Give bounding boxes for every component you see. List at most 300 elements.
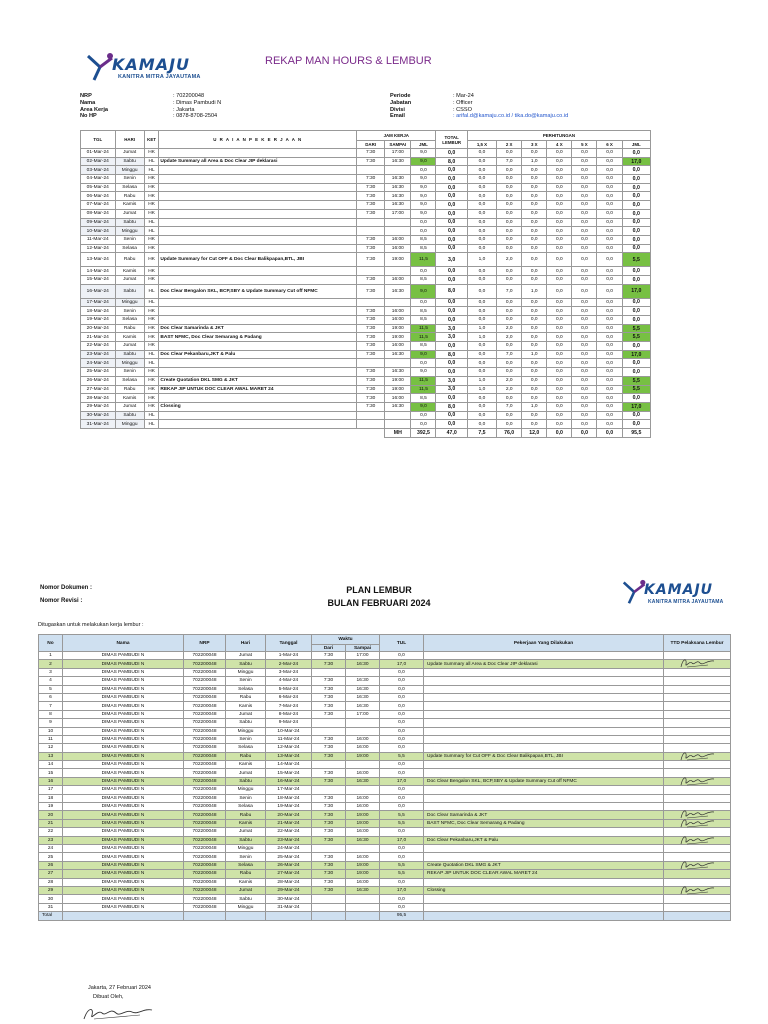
cell-perhitungan: 0,0 <box>522 324 547 333</box>
cell-uraian <box>159 175 357 184</box>
cell-perhitungan: 1,0 <box>467 376 496 385</box>
cell-sampai: 16:30 <box>346 777 380 785</box>
cell-sampai <box>385 267 411 276</box>
cell-tanggal: 20-Mar-24 <box>266 811 312 819</box>
cell-dari: 7:30 <box>357 316 385 325</box>
rekap-row <box>81 218 651 227</box>
cell-hari: Kamis <box>115 201 144 210</box>
cell-perhitungan: 0,0 <box>522 359 547 368</box>
col-hari: HARI <box>115 131 144 149</box>
cell-hari: Rabu <box>115 192 144 201</box>
cell-dari <box>357 267 385 276</box>
cell-perhitungan: 0,0 <box>522 385 547 394</box>
cell-tgl: 24-Mar-24 <box>81 359 116 368</box>
cell-perhitungan: 0,0 <box>467 201 496 210</box>
cell-perhitungan: 2,0 <box>497 385 522 394</box>
cell-dari: 7:30 <box>357 284 385 298</box>
cell-perhitungan: 0,0 <box>522 209 547 218</box>
cell-perhitungan: 0,0 <box>547 267 572 276</box>
cell-total-lembur: 0,0 <box>436 411 467 420</box>
cell-perhitungan: 0,0 <box>572 157 597 166</box>
cell-nama: DIMAS PAMBUDI N <box>63 660 184 668</box>
cell-pekerjaan <box>424 702 664 710</box>
cell-no: 26 <box>39 861 63 869</box>
cell-perhitungan: 0,0 <box>547 420 572 429</box>
cell-hari: Minggu <box>115 298 144 307</box>
cell-tanggal: 18-Mar-24 <box>266 794 312 802</box>
cell-hari: Minggu <box>226 668 266 676</box>
cell-perhitungan: 0,0 <box>547 218 572 227</box>
cell-jml-total: 0,0 <box>622 342 650 351</box>
cell-perhitungan: 0,0 <box>547 157 572 166</box>
cell-nama: DIMAS PAMBUDI N <box>63 895 184 903</box>
cell-sampai <box>385 166 411 175</box>
cell-tul: 0,0 <box>380 668 424 676</box>
cell-dari: 7:30 <box>357 324 385 333</box>
cell-tanggal: 28-Mar-24 <box>266 878 312 886</box>
cell-tul: 0,0 <box>380 735 424 743</box>
cell-jml: 0,0 <box>411 166 436 175</box>
col-2x: 2 X <box>497 141 522 149</box>
cell-perhitungan: 0,0 <box>597 333 622 342</box>
cell-jml: 9,0 <box>411 175 436 184</box>
cell-no: 9 <box>39 719 63 727</box>
rekap-row <box>81 175 651 184</box>
cell-perhitungan: 0,0 <box>522 201 547 210</box>
cell-dari <box>357 298 385 307</box>
cell-dari: 7:30 <box>312 853 346 861</box>
cell-nama: DIMAS PAMBUDI N <box>63 870 184 878</box>
cell-dari: 7:30 <box>312 702 346 710</box>
cell-perhitungan: 0,0 <box>522 275 547 284</box>
cell-dari: 7:30 <box>312 886 346 894</box>
cell-dari: 7:30 <box>312 744 346 752</box>
cell-dari: 7:30 <box>357 149 385 158</box>
plan-row <box>39 685 731 693</box>
cell-total-lembur: 3,0 <box>436 385 467 394</box>
info-label: NRP <box>80 93 92 99</box>
cell-hari: Minggu <box>226 903 266 911</box>
cell-jml-total: 17,0 <box>622 157 650 166</box>
cell-tul: 0,0 <box>380 719 424 727</box>
cell-perhitungan: 0,0 <box>597 149 622 158</box>
cell-perhitungan: 1,0 <box>467 324 496 333</box>
cell-tanggal: 29-Mar-24 <box>266 886 312 894</box>
cell-perhitungan: 0,0 <box>597 350 622 359</box>
cell-tgl: 11-Mar-24 <box>81 235 116 244</box>
cell-sampai: 16:00 <box>385 275 411 284</box>
info-label: Nama <box>80 99 96 106</box>
cell-hari: Kamis <box>115 333 144 342</box>
cell-tgl: 09-Mar-24 <box>81 218 116 227</box>
cell-tgl: 03-Mar-24 <box>81 166 116 175</box>
cell-perhitungan: 7,0 <box>497 284 522 298</box>
cell-jml-total: 0,0 <box>622 175 650 184</box>
cell-hari: Minggu <box>226 727 266 735</box>
cell-dari: 7:30 <box>312 735 346 743</box>
cell-perhitungan: 0,0 <box>497 192 522 201</box>
cell-perhitungan: 1,0 <box>522 157 547 166</box>
cell-tul: 0,0 <box>380 677 424 685</box>
cell-tgl: 19-Mar-24 <box>81 316 116 325</box>
cell-tanggal: 12-Mar-24 <box>266 744 312 752</box>
cell-ket: HL <box>144 359 159 368</box>
col-total-lembur: TOTAL LEMBUR <box>436 131 467 149</box>
cell-nama: DIMAS PAMBUDI N <box>63 744 184 752</box>
plan-row <box>39 761 731 769</box>
cell-hari: Jumat <box>115 209 144 218</box>
cell-uraian <box>159 368 357 377</box>
cell-perhitungan: 0,0 <box>547 324 572 333</box>
cell-perhitungan: 0,0 <box>522 298 547 307</box>
cell-hari: Selasa <box>226 803 266 811</box>
cell-jml: 0,0 <box>411 218 436 227</box>
cell-hari: Jumat <box>226 710 266 718</box>
cell-uraian <box>159 420 357 429</box>
cell-dari: 7:30 <box>312 777 346 785</box>
cell-jml: 8,5 <box>411 316 436 325</box>
cell-perhitungan: 0,0 <box>597 394 622 403</box>
cell-perhitungan: 0,0 <box>497 420 522 429</box>
cell-perhitungan: 0,0 <box>597 244 622 253</box>
cell-dari: 7:30 <box>357 368 385 377</box>
cell-perhitungan: 0,0 <box>547 175 572 184</box>
cell-sampai: 19:00 <box>385 333 411 342</box>
cell-jml: 9,0 <box>411 402 436 411</box>
plan-row <box>39 719 731 727</box>
cell-perhitungan: 0,0 <box>522 316 547 325</box>
cell-total-lembur: 0,0 <box>436 307 467 316</box>
cell-perhitungan: 0,0 <box>572 209 597 218</box>
rekap-row <box>81 316 651 325</box>
cell-dari <box>357 411 385 420</box>
cell-jml: 8,5 <box>411 342 436 351</box>
cell-tanggal: 13-Mar-24 <box>266 752 312 760</box>
cell-tgl: 10-Mar-24 <box>81 227 116 236</box>
col-uraian: U R A I A N P E K E R J A A N <box>159 131 357 149</box>
cell-pekerjaan: BAST NFMC, Doc Clear Semarang & Padang <box>424 819 664 827</box>
cell-jml-total: 0,0 <box>622 394 650 403</box>
cell-hari: Selasa <box>226 685 266 693</box>
cell-nrp: 702200048 <box>184 895 226 903</box>
cell-dari: 7:30 <box>357 235 385 244</box>
cell-ttd <box>664 836 731 844</box>
cell-perhitungan: 0,0 <box>572 324 597 333</box>
cell-pekerjaan: Doc Clear Samarinda & JKT <box>424 811 664 819</box>
cell-perhitungan: 1,0 <box>467 253 496 267</box>
cell-nama: DIMAS PAMBUDI N <box>63 727 184 735</box>
rekap-row <box>81 183 651 192</box>
cell-perhitungan: 0,0 <box>522 411 547 420</box>
cell-tgl: 01-Mar-24 <box>81 149 116 158</box>
cell-perhitungan: 0,0 <box>497 307 522 316</box>
total-6x: 0,0 <box>597 428 622 437</box>
cell-uraian: Doc Clear Samarinda & JKT <box>159 324 357 333</box>
cell-ket: HK <box>144 316 159 325</box>
cell-ket: HL <box>144 420 159 429</box>
cell-perhitungan: 0,0 <box>547 183 572 192</box>
cell-dari <box>312 727 346 735</box>
cell-perhitungan: 0,0 <box>467 183 496 192</box>
cell-dari: 7:30 <box>312 794 346 802</box>
cell-sampai <box>346 727 380 735</box>
cell-perhitungan: 0,0 <box>497 368 522 377</box>
cell-nrp: 702200048 <box>184 878 226 886</box>
cell-total-lembur: 0,0 <box>436 368 467 377</box>
cell-perhitungan: 0,0 <box>597 385 622 394</box>
info-value: : Dimas Pambudi N <box>173 99 222 106</box>
logo-wordmark: KAMAJU <box>112 55 191 74</box>
cell-sampai: 17:00 <box>346 710 380 718</box>
cell-tanggal: 3-Mar-24 <box>266 668 312 676</box>
cell-ket: HL <box>144 284 159 298</box>
info-value: : 0878-8708-2504 <box>173 113 218 120</box>
cell-perhitungan: 0,0 <box>522 227 547 236</box>
cell-tgl: 29-Mar-24 <box>81 402 116 411</box>
cell-hari: Minggu <box>115 359 144 368</box>
cell-dari: 7:30 <box>312 878 346 886</box>
cell-hari: Selasa <box>115 244 144 253</box>
cell-nrp: 702200048 <box>184 794 226 802</box>
cell-ket: HL <box>144 350 159 359</box>
cell-tul: 0,0 <box>380 727 424 735</box>
cell-tul: 5,5 <box>380 752 424 760</box>
info-row <box>390 113 568 120</box>
cell-perhitungan: 0,0 <box>597 342 622 351</box>
cell-ket: HK <box>144 235 159 244</box>
cell-hari: Minggu <box>115 166 144 175</box>
rekap-row <box>81 394 651 403</box>
cell-hari: Rabu <box>226 811 266 819</box>
plan-row <box>39 652 731 660</box>
cell-perhitungan: 0,0 <box>547 192 572 201</box>
cell-hari: Kamis <box>226 878 266 886</box>
cell-dari <box>312 903 346 911</box>
cell-uraian <box>159 218 357 227</box>
cell-ket: HK <box>144 376 159 385</box>
cell-hari: Senin <box>226 735 266 743</box>
cell-total-lembur: 0,0 <box>436 275 467 284</box>
cell-sampai: 16:00 <box>346 735 380 743</box>
cell-perhitungan: 0,0 <box>572 192 597 201</box>
cell-ket: HK <box>144 402 159 411</box>
cell-ttd <box>664 727 731 735</box>
cell-hari: Senin <box>115 235 144 244</box>
cell-perhitungan: 0,0 <box>467 218 496 227</box>
cell-jml: 0,0 <box>411 411 436 420</box>
col-jml: JML <box>411 141 436 149</box>
cell-tul: 0,0 <box>380 786 424 794</box>
cell-nama: DIMAS PAMBUDI N <box>63 836 184 844</box>
cell-perhitungan: 0,0 <box>572 235 597 244</box>
col-tul: TUL <box>380 635 424 652</box>
cell-total-lembur: 3,0 <box>436 324 467 333</box>
cell-pekerjaan: Doc Clear Pekanbaru,JKT & Palu <box>424 836 664 844</box>
cell-ket: HL <box>144 166 159 175</box>
cell-sampai: 16:00 <box>385 342 411 351</box>
cell-hari: Senin <box>115 307 144 316</box>
cell-nama: DIMAS PAMBUDI N <box>63 761 184 769</box>
cell-sampai <box>385 359 411 368</box>
cell-hari: Jumat <box>226 652 266 660</box>
cell-nrp: 702200048 <box>184 761 226 769</box>
cell-perhitungan: 1,0 <box>522 350 547 359</box>
info-label: Jabatan <box>390 99 412 106</box>
cell-jml: 8,5 <box>411 394 436 403</box>
cell-perhitungan: 0,0 <box>572 298 597 307</box>
cell-sampai: 19:00 <box>346 752 380 760</box>
cell-nama: DIMAS PAMBUDI N <box>63 710 184 718</box>
cell-jml: 8,5 <box>411 244 436 253</box>
cell-sampai: 16:30 <box>385 284 411 298</box>
cell-perhitungan: 0,0 <box>597 359 622 368</box>
cell-tgl: 06-Mar-24 <box>81 192 116 201</box>
cell-tul: 0,0 <box>380 853 424 861</box>
cell-sampai: 16:00 <box>385 235 411 244</box>
plan-total-row <box>39 912 731 920</box>
cell-sampai: 19:00 <box>346 861 380 869</box>
cell-tgl: 08-Mar-24 <box>81 209 116 218</box>
cell-uraian: Update Summary for Cut OFF & Doc Clear Balikpapan,BTL, JBI <box>159 253 357 267</box>
rekap-row <box>81 192 651 201</box>
plan-row <box>39 693 731 701</box>
cell-total-lembur: 0,0 <box>436 183 467 192</box>
cell-nrp: 702200048 <box>184 660 226 668</box>
info-label: Email <box>390 113 405 120</box>
cell-sampai <box>346 903 380 911</box>
cell-jml: 9,0 <box>411 368 436 377</box>
cell-sampai: 16:30 <box>385 368 411 377</box>
cell-pekerjaan <box>424 677 664 685</box>
cell-dari: 7:30 <box>357 201 385 210</box>
cell-perhitungan: 0,0 <box>572 284 597 298</box>
cell-perhitungan: 0,0 <box>547 359 572 368</box>
cell-perhitungan: 0,0 <box>467 342 496 351</box>
cell-perhitungan: 0,0 <box>467 244 496 253</box>
cell-perhitungan: 0,0 <box>522 253 547 267</box>
cell-perhitungan: 0,0 <box>467 316 496 325</box>
cell-uraian: Doc Clear Bengalon SKL, BCP,SBY & Update Summary Cut off NFMC <box>159 284 357 298</box>
cell-pekerjaan <box>424 719 664 727</box>
cell-sampai: 19:00 <box>346 870 380 878</box>
cell-tgl: 26-Mar-24 <box>81 376 116 385</box>
rekap-row <box>81 376 651 385</box>
cell-jml: 11,5 <box>411 333 436 342</box>
cell-nrp: 702200048 <box>184 811 226 819</box>
info-row <box>390 107 568 114</box>
cell-jml: 0,0 <box>411 359 436 368</box>
cell-tanggal: 24-Mar-24 <box>266 844 312 852</box>
cell-ket: HK <box>144 368 159 377</box>
cell-jml: 11,5 <box>411 376 436 385</box>
cell-hari: Jumat <box>115 342 144 351</box>
cell-uraian <box>159 394 357 403</box>
cell-total-lembur: 0,0 <box>436 298 467 307</box>
cell-tanggal: 2-Mar-24 <box>266 660 312 668</box>
cell-perhitungan: 0,0 <box>597 275 622 284</box>
cell-dari: 7:30 <box>312 693 346 701</box>
rekap-row <box>81 307 651 316</box>
cell-sampai <box>385 411 411 420</box>
plan-subtitle: BULAN FEBRUARI 2024 <box>327 598 431 608</box>
cell-ttd <box>664 861 731 869</box>
cell-perhitungan: 2,0 <box>497 253 522 267</box>
cell-no: 28 <box>39 878 63 886</box>
rekap-row <box>81 201 651 210</box>
cell-dari: 7:30 <box>312 828 346 836</box>
cell-ttd <box>664 677 731 685</box>
cell-hari: Sabtu <box>115 350 144 359</box>
cell-sampai: 19:00 <box>346 811 380 819</box>
cell-tanggal: 21-Mar-24 <box>266 819 312 827</box>
rekap-title: REKAP MAN HOURS & LEMBUR <box>265 55 432 67</box>
cell-sampai: 16:30 <box>385 350 411 359</box>
plan-row <box>39 735 731 743</box>
cell-tul: 0,0 <box>380 828 424 836</box>
cell-tgl: 31-Mar-24 <box>81 420 116 429</box>
plan-row <box>39 710 731 718</box>
cell-ket: HK <box>144 267 159 276</box>
cell-ket: HK <box>144 385 159 394</box>
cell-dari: 7:30 <box>312 652 346 660</box>
cell-tul: 0,0 <box>380 878 424 886</box>
cell-tanggal: 26-Mar-24 <box>266 861 312 869</box>
cell-hari: Sabtu <box>226 895 266 903</box>
cell-ket: HK <box>144 342 159 351</box>
cell-perhitungan: 0,0 <box>597 209 622 218</box>
dibuat-oleh: Dibuat Oleh, <box>93 994 124 1000</box>
cell-perhitungan: 0,0 <box>547 149 572 158</box>
plan-lembur-table <box>38 634 731 926</box>
cell-tanggal: 15-Mar-24 <box>266 769 312 777</box>
cell-dari: 7:30 <box>312 819 346 827</box>
cell-tanggal: 4-Mar-24 <box>266 677 312 685</box>
cell-sampai: 16:00 <box>346 744 380 752</box>
cell-uraian <box>159 275 357 284</box>
cell-perhitungan: 0,0 <box>467 209 496 218</box>
cell-jml-total: 5,5 <box>622 324 650 333</box>
cell-perhitungan: 0,0 <box>572 359 597 368</box>
logo-tagline: KANITRA MITRA JAYAUTAMA <box>648 599 724 605</box>
cell-dari <box>357 166 385 175</box>
cell-ket: HK <box>144 209 159 218</box>
cell-jml-total: 17,0 <box>622 402 650 411</box>
cell-perhitungan: 0,0 <box>572 385 597 394</box>
col-jml-total: JML <box>622 141 650 149</box>
cell-hari: Sabtu <box>115 218 144 227</box>
cell-dari: 7:30 <box>312 861 346 869</box>
cell-total-lembur: 3,0 <box>436 333 467 342</box>
cell-perhitungan: 0,0 <box>497 298 522 307</box>
info-label: No HP <box>80 113 97 120</box>
cell-hari: Senin <box>115 368 144 377</box>
cell-sampai: 16:30 <box>385 402 411 411</box>
cell-nrp: 702200048 <box>184 861 226 869</box>
cell-hari: Jumat <box>115 149 144 158</box>
cell-jml-total: 0,0 <box>622 368 650 377</box>
nomor-revisi: Nomor Revisi : <box>40 598 83 604</box>
cell-sampai <box>385 218 411 227</box>
col-sampai: SAMPAI <box>385 141 411 149</box>
cell-sampai: 16:00 <box>346 853 380 861</box>
cell-perhitungan: 0,0 <box>467 157 496 166</box>
cell-perhitungan: 0,0 <box>522 342 547 351</box>
cell-tul: 5,5 <box>380 861 424 869</box>
col-ttd: TTD Pelaksana Lembur <box>664 635 731 652</box>
cell-uraian: BAST NFMC, Doc Clear Semarang & Padang <box>159 333 357 342</box>
cell-jml-total: 0,0 <box>622 235 650 244</box>
cell-sampai: 19:00 <box>346 819 380 827</box>
